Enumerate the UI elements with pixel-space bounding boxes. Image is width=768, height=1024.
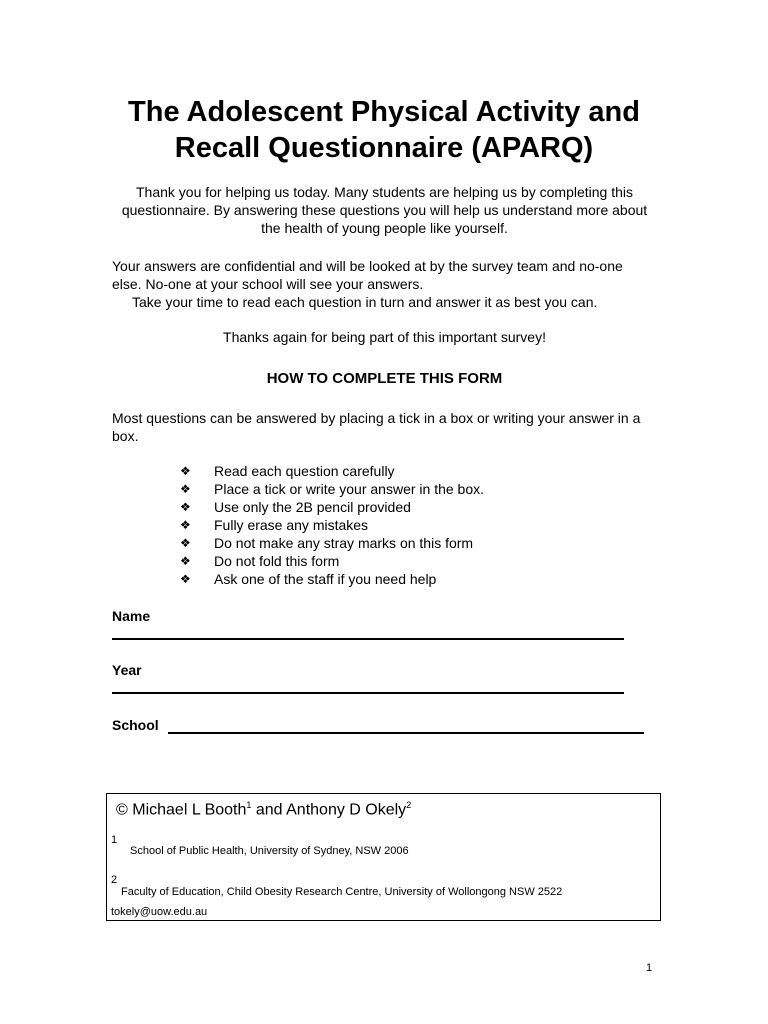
footnote-1-number: 1 <box>111 834 118 846</box>
diamond-bullet-icon: ❖ <box>180 482 191 496</box>
list-item: ❖ Fully erase any mistakes <box>180 517 369 533</box>
name-label: Name <box>112 608 151 624</box>
author-1: Michael L Booth <box>132 801 247 819</box>
school-label: School <box>112 717 159 733</box>
confidentiality-paragraph <box>112 257 652 311</box>
copyright-line: © Michael L Booth$^1$ and Anthony D Okely$^2$ <box>116 800 412 819</box>
diamond-bullet-icon: ❖ <box>180 464 191 478</box>
footnote-1-text: School of Public Health, University of Sydney, NSW 2006 <box>130 845 409 857</box>
title-line-1: The Adolescent Physical Activity and <box>128 96 640 128</box>
instructions-paragraph: Most questions can be answered by placing a tick in a box or writing your answer in a box. <box>112 410 641 444</box>
contact-email: tokely@uow.edu.au <box>111 906 208 918</box>
title-line-2: Recall Questionnaire (APARQ) <box>174 132 594 164</box>
howto-heading: HOW TO COMPLETE THIS FORM <box>266 370 503 387</box>
document-title <box>0 94 768 166</box>
footnote-2-text: Faculty of Education, Child Obesity Research Centre, University of Wollongong NSW 2522 <box>121 886 563 898</box>
list-item: ❖ Read each question carefully <box>180 463 395 479</box>
school-field[interactable] <box>168 732 644 734</box>
take-time-text: Take your time to read each question in turn and answer it as best you can. <box>132 294 598 310</box>
diamond-bullet-icon: ❖ <box>180 554 191 568</box>
author-2: Anthony D Okely <box>286 801 407 819</box>
thanks-paragraph: Thanks again for being part of this important survey! <box>223 329 546 345</box>
diamond-bullet-icon: ❖ <box>180 500 191 514</box>
intro-paragraph: Thank you for helping us today. Many students are helping us by completing this questionnaire. By answering these questions you will help us understand more about the health of young people like yourself. <box>121 184 648 236</box>
name-field[interactable] <box>112 638 624 640</box>
list-item: ❖ Use only the 2B pencil provided <box>180 499 411 515</box>
diamond-bullet-icon: ❖ <box>180 536 191 550</box>
page-number: 1 <box>646 962 653 974</box>
year-field[interactable] <box>112 692 624 694</box>
list-item: ❖ Do not fold this form <box>180 553 340 569</box>
footnote-2-number: 2 <box>111 874 118 886</box>
year-label: Year <box>112 662 142 678</box>
list-item: ❖ Place a tick or write your answer in the box. <box>180 481 485 497</box>
diamond-bullet-icon: ❖ <box>180 572 191 586</box>
list-item: ❖ Ask one of the staff if you need help <box>180 571 437 587</box>
confidentiality-text: Your answers are confidential and will be looked at by the survey team and no-one else. No-one at your school will see your answers. <box>112 258 623 292</box>
diamond-bullet-icon: ❖ <box>180 518 191 532</box>
copyright-icon: © <box>116 801 128 819</box>
list-item: ❖ Do not make any stray marks on this form <box>180 535 474 551</box>
instruction-list <box>180 462 484 588</box>
